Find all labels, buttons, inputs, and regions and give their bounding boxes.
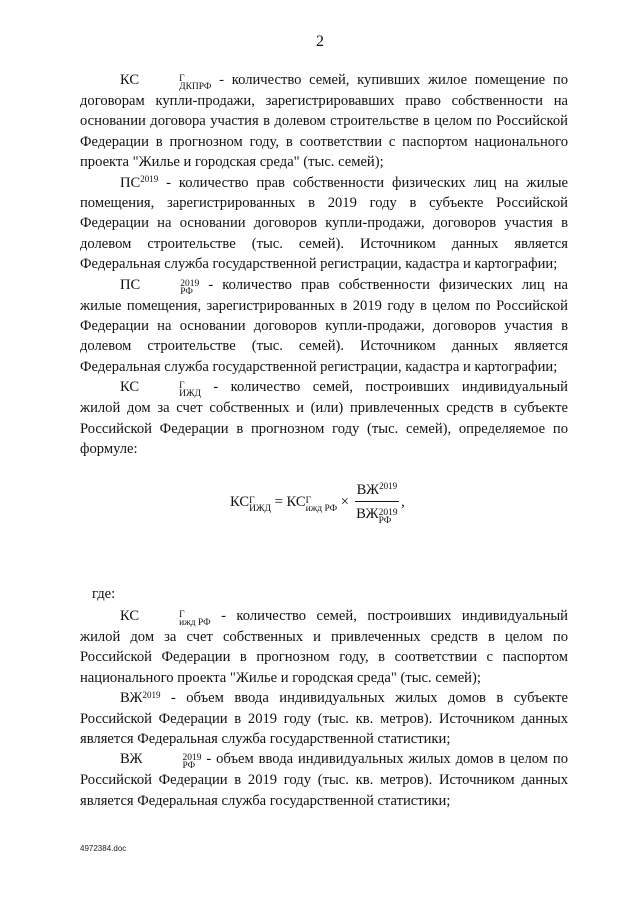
symbol-ks-izhd: КС Г ИЖД: [120, 379, 201, 400]
formula-rhs: КС Г ижд РФ: [286, 493, 338, 514]
paragraph-text: - количество семей, купивших жилое помещение по договорам купли-продажи, зарегистрировавших право собственности на основании договора участия в долевом строительстве в целом по Российской Федерации в прогнозном году, в соответствии с паспортом национального проекта "Жилье и городская среда" (тыс. семей);: [80, 72, 568, 171]
paragraph-ps-rf: [80, 275, 568, 378]
symbol-ks-izhdrf: КС Г ижд РФ: [120, 607, 211, 628]
paragraph-ps-2019: [80, 173, 568, 275]
symbol-vzh-2019: $ВЖ^{2019}$: [120, 689, 161, 707]
formula-fraction: [355, 480, 399, 525]
definition-text: - объем ввода индивидуальных жилых домов в субъекте Российской Федерации в 2019 году (тыс. кв. метров). Источником данных является Федеральная служба государственной статистики;: [80, 690, 568, 747]
definition-ks-izhdrf: [80, 606, 568, 688]
symbol-sup: 2019: [182, 753, 202, 764]
symbol-sup: Г: [179, 74, 185, 84]
fraction-numerator: $ВЖ^{2019}$: [355, 480, 399, 502]
symbol-ps-2019: $ПС^{2019}$: [120, 174, 159, 191]
symbol-sub: ИЖД: [179, 389, 201, 400]
where-label: где:: [92, 585, 116, 602]
symbol-ps-rf: ПС 2019 РФ: [120, 276, 200, 297]
symbol-sub: ДКПРФ: [179, 82, 212, 92]
symbol-sub: ижд РФ: [179, 617, 211, 628]
paragraph-text: - количество семей, построивших индивидуальный жилой дом за счет собственных и (или) привлеченных средств в субъекте Российской Федерации в прогнозном году (тыс. семей), определяемое по формуле:: [80, 379, 568, 458]
symbol-sub: РФ: [182, 761, 196, 772]
formula: [80, 474, 568, 536]
definition-vzh-2019: [80, 688, 568, 749]
paragraph-text: - количество прав собственности физических лиц на жилые помещения, зарегистрированных в 2019 году в целом по Российской Федерации на основании договоров купли-продажи, договоров участия в долевом строительстве (тыс. семей). Источником данных является Федеральная служба государственной регистрации, кадастра и картографии;: [80, 276, 568, 375]
paragraph-ks-dkprf: [80, 70, 568, 173]
page-number: 2: [316, 33, 324, 50]
definition-text: - объем ввода индивидуальных жилых домов в целом по Российской Федерации в 2019 году (тыс. кв. метров). Источником данных является Федеральная служба государственной статистики;: [80, 751, 568, 809]
formula-trailing-comma: ,: [401, 493, 405, 510]
document-body: [80, 70, 568, 811]
formula-lhs: КС Г ИЖД: [230, 493, 271, 514]
symbol-ks-dkprf: КС Г ДКПРФ: [120, 72, 212, 92]
document-filename: 4972384.doc: [80, 844, 127, 853]
definition-text: - количество семей, построивших индивидуальный жилой дом за счет собственных и привлеченных средств в целом по Российской Федерации в прогнозном году, в соответствии с паспортом национального проекта "Жилье и городская среда" (тыс. семей);: [80, 607, 568, 686]
paragraph-text: - количество прав собственности физических лиц на жилые помещения, зарегистрированных в 2019 году в субъекте Российской Федерации на основании договоров купли-продажи, договоров участия в долевом строительстве (тыс. семей). Источником данных является Федеральная служба государственной регистрации, кадастра и картографии;: [80, 174, 568, 273]
definition-vzh-rf: [80, 749, 568, 811]
symbol-vzh-rf: ВЖ 2019 РФ: [120, 751, 202, 772]
formula-expression: [230, 480, 405, 525]
symbol-sup: Г: [179, 609, 185, 620]
symbol-sub: РФ: [180, 286, 193, 297]
symbol-sup: 2019: [142, 689, 161, 700]
paragraph-ks-izhd: [80, 377, 568, 459]
formula-times: ×: [337, 493, 353, 510]
fraction-denominator: ВЖ 2019 РФ: [356, 505, 398, 526]
symbol-sup: 2019: [180, 278, 200, 289]
formula-equals: =: [270, 493, 287, 510]
symbol-sup: 2019: [140, 174, 159, 185]
symbol-sup: Г: [179, 381, 185, 392]
